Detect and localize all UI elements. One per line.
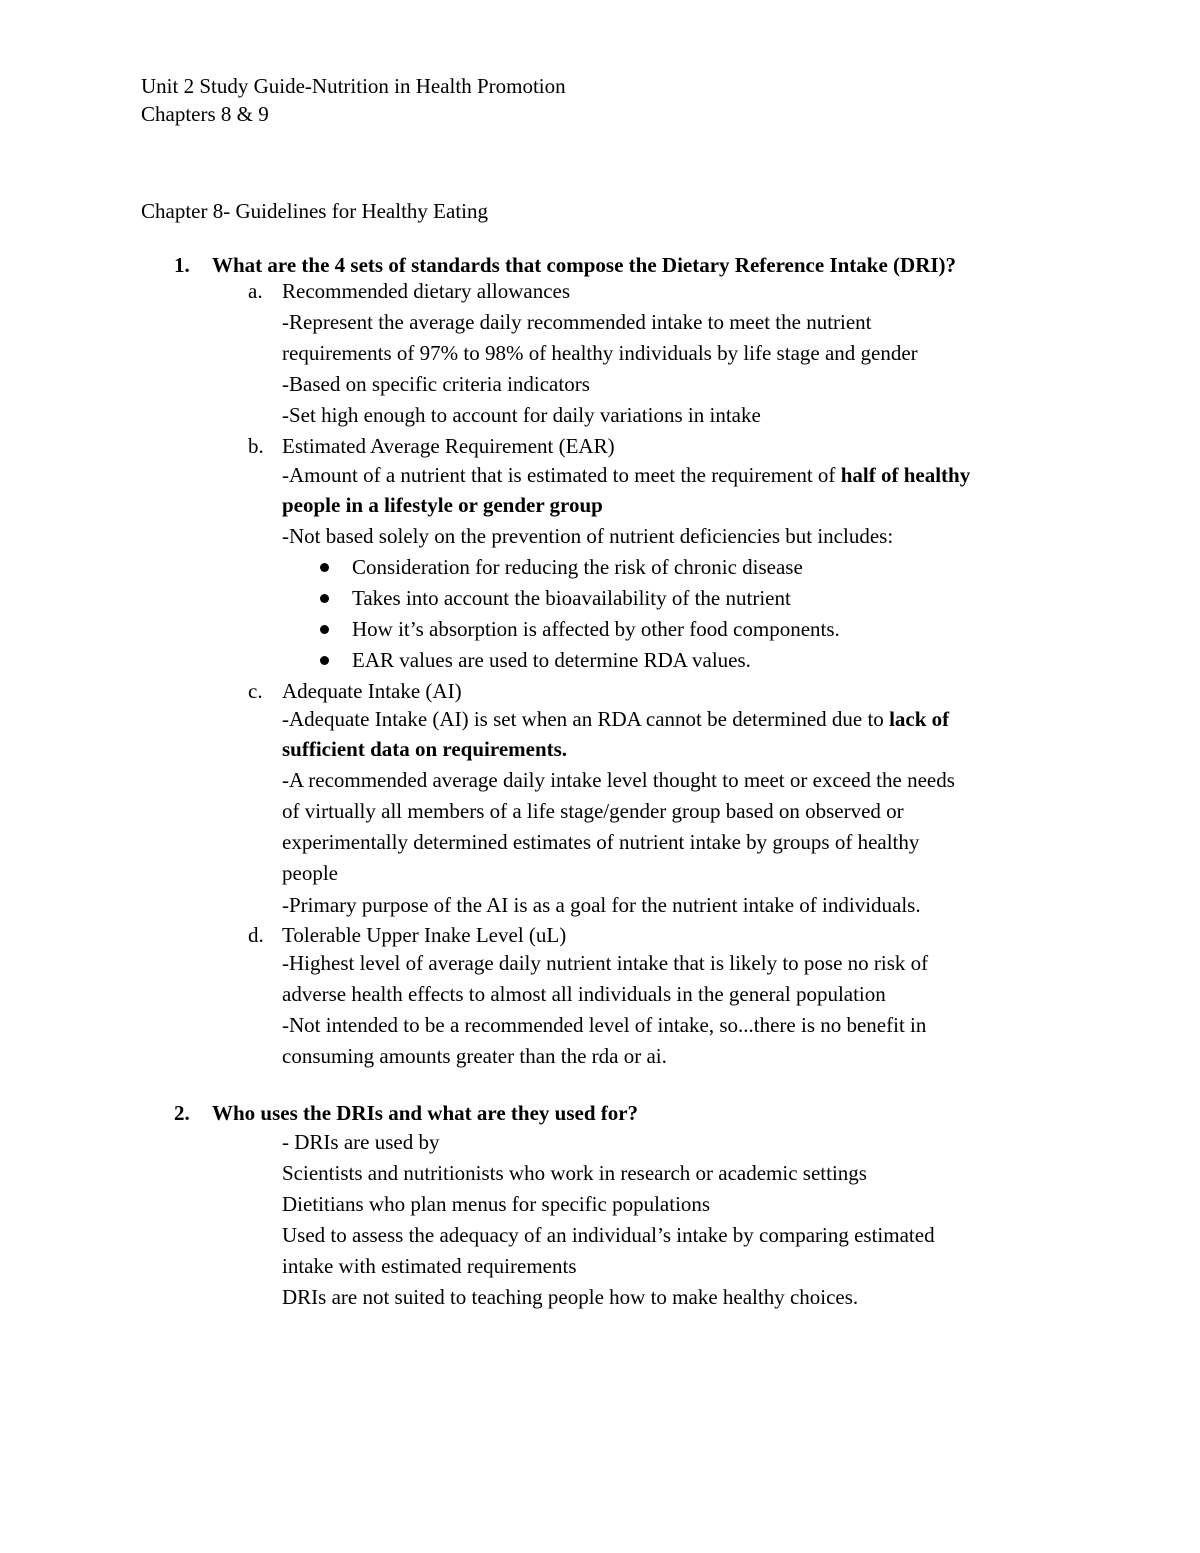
item-d-line: -Not intended to be a recommended level of intake, so...there is no benefit in [282, 1013, 927, 1037]
item-b-line [282, 492, 603, 518]
q1-question: What are the 4 sets of standards that compose the Dietary Reference Intake (DRI)? [212, 253, 957, 277]
item-a-line: -Set high enough to account for daily variations in intake [282, 403, 761, 427]
q2-line: Scientists and nutritionists who work in research or academic settings [282, 1161, 867, 1185]
item-c-title: Adequate Intake (AI) [282, 679, 462, 703]
item-c-emphasis: lack of [889, 707, 950, 731]
bullet-item: Takes into account the bioavailability of the nutrient [352, 586, 791, 610]
item-c-emphasis: sufficient data on requirements. [282, 737, 568, 761]
bullet-item: EAR values are used to determine RDA values. [352, 648, 751, 672]
item-b-title: Estimated Average Requirement (EAR) [282, 434, 615, 458]
item-c-line [282, 736, 567, 762]
item-c-line: -A recommended average daily intake level thought to meet or exceed the needs [282, 768, 955, 792]
item-d-title: Tolerable Upper Inake Level (uL) [282, 923, 567, 947]
item-c-line: -Primary purpose of the AI is as a goal for the nutrient intake of individuals. [282, 893, 921, 917]
item-c-letter: c. [248, 679, 263, 703]
item-c-line [282, 706, 949, 732]
item-b-text: -Amount of a nutrient that is estimated to meet the requirement of [282, 463, 841, 487]
item-b-letter: b. [248, 434, 264, 458]
item-d-letter: d. [248, 923, 264, 947]
chapters-line: Chapters 8 & 9 [141, 102, 269, 126]
bullet-icon [320, 594, 329, 603]
q2-line: intake with estimated requirements [282, 1254, 577, 1278]
bullet-icon [320, 563, 329, 572]
item-a-title: Recommended dietary allowances [282, 279, 571, 303]
item-c-line: people [282, 861, 338, 885]
item-a-letter: a. [248, 279, 263, 303]
item-a-line: -Based on specific criteria indicators [282, 372, 590, 396]
q2-line: Used to assess the adequacy of an individual’s intake by comparing estimated [282, 1223, 935, 1247]
bullet-icon [320, 625, 329, 634]
q2-question: Who uses the DRIs and what are they used for? [212, 1101, 639, 1125]
item-b-line [282, 462, 970, 488]
item-c-text: -Adequate Intake (AI) is set when an RDA cannot be determined due to [282, 707, 890, 731]
item-b-emphasis: half of healthy [840, 463, 971, 487]
q2-line: - DRIs are used by [282, 1130, 440, 1154]
bullet-item: How it’s absorption is affected by other food components. [352, 617, 840, 641]
item-b-emphasis: people in a lifestyle or gender group [282, 493, 603, 517]
chapter-heading: Chapter 8- Guidelines for Healthy Eating [141, 199, 488, 223]
item-a-line: -Represent the average daily recommended intake to meet the nutrient [282, 310, 872, 334]
q2-number: 2. [174, 1101, 190, 1125]
item-c-line: experimentally determined estimates of nutrient intake by groups of healthy [282, 830, 920, 854]
q1-number: 1. [174, 253, 190, 277]
item-c-line: of virtually all members of a life stage/gender group based on observed or [282, 799, 904, 823]
document-title: Unit 2 Study Guide-Nutrition in Health Promotion [141, 74, 566, 98]
item-d-line: -Highest level of average daily nutrient intake that is likely to pose no risk of [282, 951, 929, 975]
q2-line: DRIs are not suited to teaching people how to make healthy choices. [282, 1285, 859, 1309]
q2-line: Dietitians who plan menus for specific populations [282, 1192, 711, 1216]
item-b-line: -Not based solely on the prevention of nutrient deficiencies but includes: [282, 524, 894, 548]
bullet-icon [320, 656, 329, 665]
item-d-line: consuming amounts greater than the rda or ai. [282, 1044, 667, 1068]
item-a-line: requirements of 97% to 98% of healthy individuals by life stage and gender [282, 341, 918, 365]
item-d-line: adverse health effects to almost all individuals in the general population [282, 982, 886, 1006]
bullet-item: Consideration for reducing the risk of chronic disease [352, 555, 803, 579]
